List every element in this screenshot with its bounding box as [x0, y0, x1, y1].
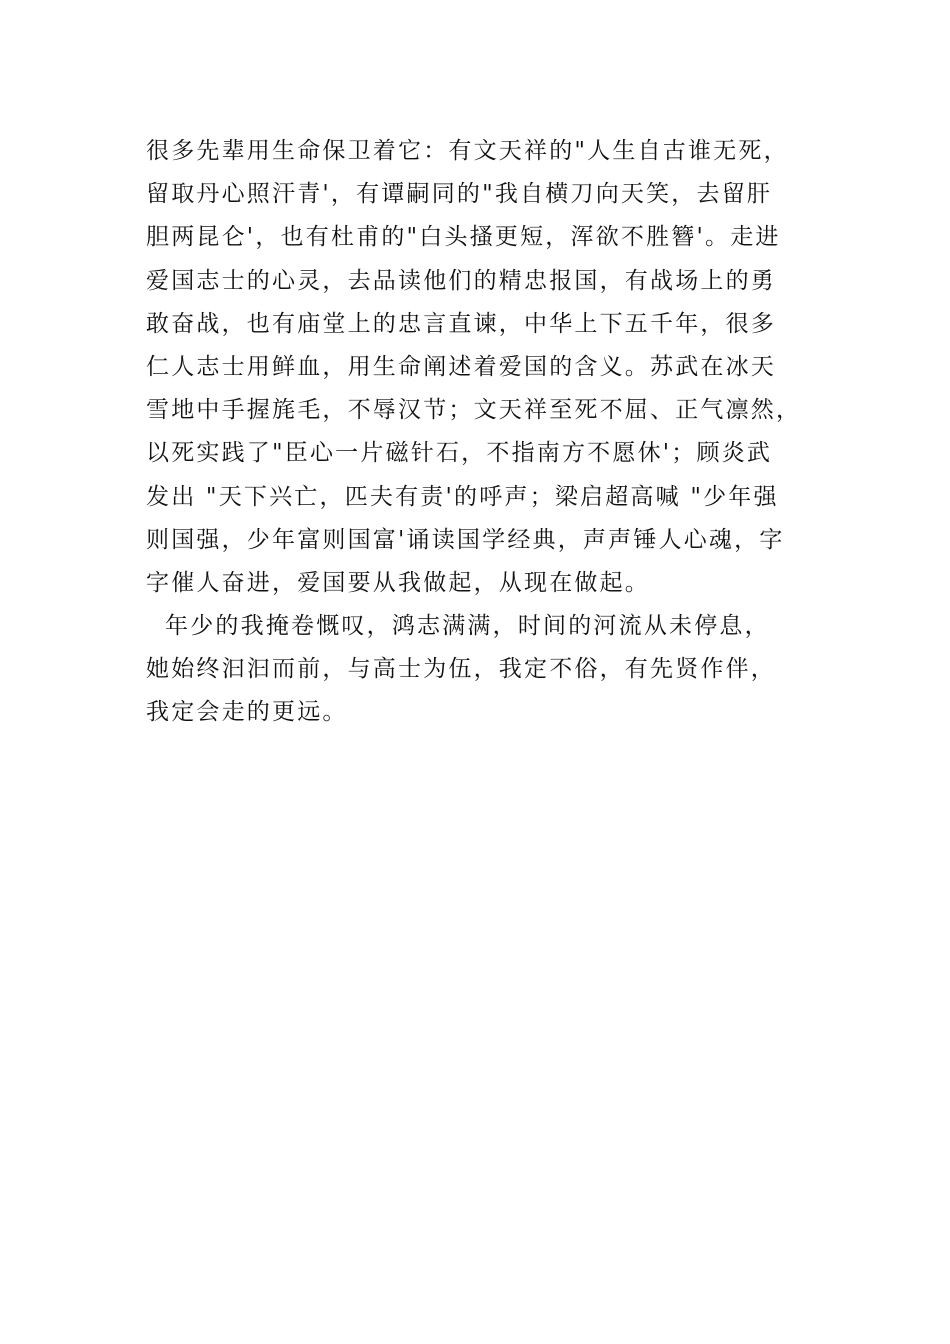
text-line: 敢奋战，也有庙堂上的忠言直谏，中华上下五千年，很多: [146, 310, 776, 337]
text-line: 她始终汩汩而前，与高士为伍，我定不俗，有先贤作伴，: [146, 656, 776, 683]
text-line: 很多先辈用生命保卫着它：有文天祥的"人生自古谁无死，: [146, 138, 789, 164]
text-line: 字催人奋进，爱国要从我做起，从现在做起。: [146, 569, 650, 596]
text-line: 以死实践了"臣心一片磁针石，不指南方不愿休'；顾炎武: [146, 440, 773, 467]
paragraph-1: [146, 130, 816, 605]
text-line: 发出 "天下兴亡，匹夫有责'的呼声；梁启超高喊 "少年强: [146, 483, 779, 510]
text-line: 年少的我掩卷慨叹，鸿志满满，时间的河流从未停息，: [146, 613, 770, 640]
body-text: [146, 130, 816, 735]
text-line: 则国强，少年富则国富'诵读国学经典，声声锤人心魂，字: [146, 526, 785, 553]
text-line: 我定会走的更远。: [146, 699, 348, 726]
text-line: 雪地中手握旄毛，不辱汉节；文天祥至死不屈、正气凛然，: [146, 397, 802, 424]
text-line: 胆两昆仑'，也有杜甫的"白头搔更短，浑欲不胜簪'。走进: [146, 224, 781, 251]
text-line: 爱国志士的心灵，去品读他们的精忠报国，有战场上的勇: [146, 267, 776, 294]
text-line: 仁人志士用鲜血，用生命阐述着爱国的含义。苏武在冰天: [146, 353, 776, 380]
paragraph-2: [146, 605, 816, 735]
text-line: 留取丹心照汗青'，有谭嗣同的"我自横刀向天笑，去留肝: [146, 181, 773, 208]
